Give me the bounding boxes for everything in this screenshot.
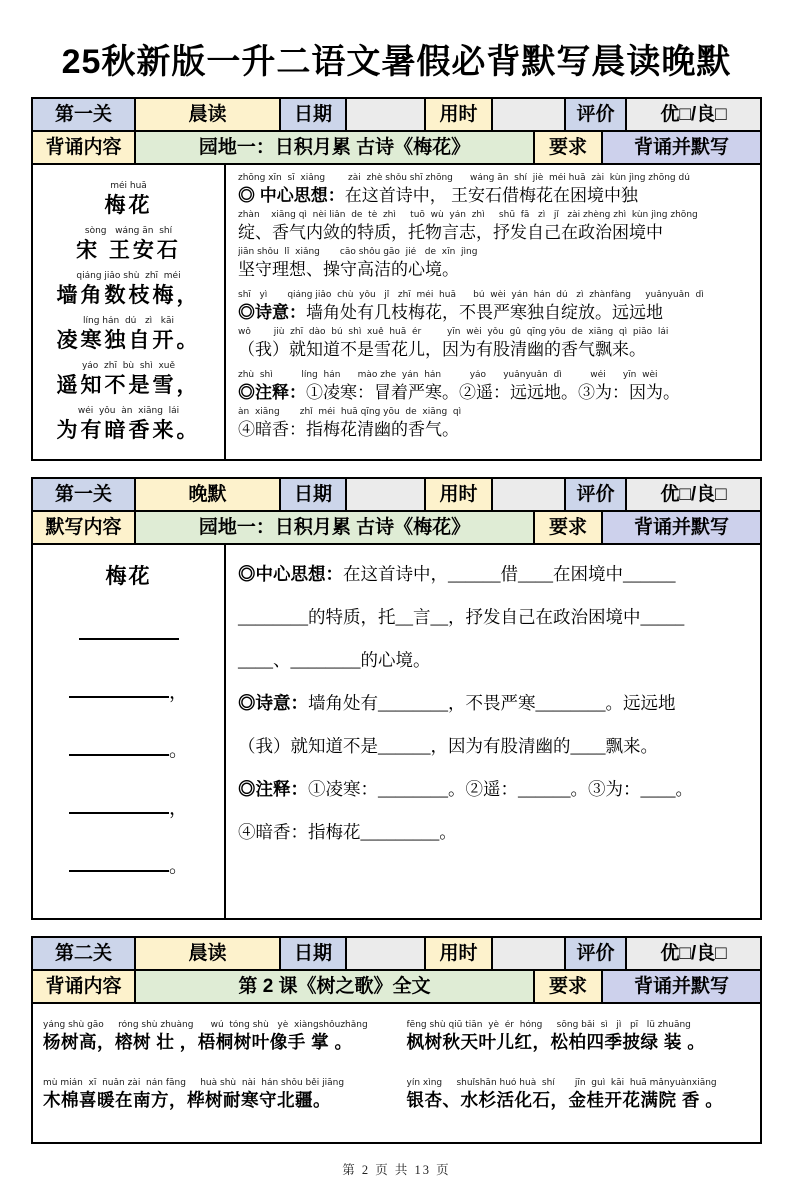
- rating-label: 评价: [566, 938, 625, 969]
- stage-cell: 第一关: [33, 99, 134, 130]
- bold-label: ◎诗意：: [238, 693, 308, 713]
- text-line: [37, 271, 220, 309]
- hanzi-text: 。: [39, 852, 218, 879]
- rating-label: 评价: [566, 479, 625, 510]
- hanzi-text: 枫树秋天叶儿红，松柏四季披绿 装 。: [406, 1031, 706, 1052]
- text-line: [238, 247, 752, 281]
- text-line: [238, 210, 752, 244]
- pinyin-annotation: yín xìng shuǐshān huó huà shí jīn guì kāi huā mǎnyuànxiāng: [406, 1077, 717, 1088]
- section-morning-reading-1: [31, 97, 762, 461]
- rating-checkboxes[interactable]: 优□/良□: [627, 938, 760, 969]
- section-morning-reading-2: [31, 936, 762, 1144]
- header-row-2: [33, 971, 760, 1002]
- pinyin-annotation: líng hán dú zì kāi: [83, 316, 174, 326]
- text-line: [238, 173, 752, 207]
- mode-cell: 晨读: [136, 938, 279, 969]
- mode-cell: 晨读: [136, 99, 279, 130]
- bold-label: ◎注释：: [238, 383, 306, 402]
- mode-cell: 晚默: [136, 479, 279, 510]
- content-label: 默写内容: [33, 512, 134, 543]
- pinyin-annotation: shī yì qiáng jiǎo chù yǒu jǐ zhī méi huā bú wèi yán hán dú zì zhànfàng yuǎnyuǎn dì: [238, 290, 704, 300]
- song-column-left: [43, 1020, 391, 1136]
- text-line: [238, 370, 752, 404]
- requirement-label: 要求: [535, 512, 601, 543]
- date-label: 日期: [281, 99, 345, 130]
- hanzi-text: 杨树高，榕树 壮 ，梧桐树叶像手 掌 。: [43, 1031, 353, 1052]
- hanzi-text: 墙角数枝梅，: [56, 284, 201, 307]
- pinyin-annotation: qiáng jiǎo shù zhī méi: [76, 271, 181, 281]
- song-column-right: [407, 1020, 755, 1136]
- text-line: [238, 290, 752, 324]
- date-input-cell[interactable]: [347, 479, 424, 510]
- time-label: 用时: [426, 938, 491, 969]
- poem-blanks-column: [33, 545, 224, 918]
- hanzi-text: 遥知不是雪，: [56, 374, 201, 397]
- hanzi-text: ，: [39, 794, 218, 821]
- pinyin-annotation: sòng wáng ān shí: [84, 226, 173, 236]
- requirement-value: 背诵并默写: [603, 132, 760, 163]
- header-row-2: [33, 512, 760, 543]
- text-line: [39, 736, 218, 763]
- bold-label: ◎ 中心思想：: [238, 186, 345, 205]
- time-label: 用时: [426, 99, 491, 130]
- hanzi-text: [39, 620, 218, 647]
- header-row-1: [33, 938, 760, 969]
- content-label: 背诵内容: [33, 971, 134, 1002]
- stage-cell: 第二关: [33, 938, 134, 969]
- header-row-1: [33, 479, 760, 510]
- pinyin-annotation: zhàn xiāng qì nèi liǎn de tè zhì tuō wù yán zhì shū fā zì jǐ zài zhèng zhì kùn jìng zhōng: [238, 210, 698, 220]
- text-line: [407, 1078, 755, 1112]
- blank-line[interactable]: [79, 620, 179, 640]
- text-line: [238, 327, 752, 361]
- content-title: 园地一：日积月累 古诗《梅花》: [136, 132, 533, 163]
- date-input-cell[interactable]: [347, 99, 424, 130]
- blank-line[interactable]: [69, 852, 169, 872]
- hanzi-text: ◎注释：①凌寒：________。②遥：______。③为：____。: [238, 779, 693, 799]
- time-input-cell[interactable]: [493, 938, 564, 969]
- requirement-value: 背诵并默写: [603, 512, 760, 543]
- date-label: 日期: [281, 938, 345, 969]
- hanzi-text: ◎ 中心思想：在这首诗中， 王安石借梅花在困境中独: [238, 186, 638, 205]
- time-input-cell[interactable]: [493, 479, 564, 510]
- text-line: [39, 852, 218, 879]
- content-row: [33, 165, 760, 459]
- hanzi-text: ④暗香：指梅花清幽的香气。: [238, 420, 459, 439]
- bold-label: ◎中心思想：: [238, 564, 343, 584]
- text-line: [39, 794, 218, 821]
- header-row-2: [33, 132, 760, 163]
- content-row: [33, 545, 760, 918]
- hanzi-text: 银杏、水杉活化石，金桂开花满院 香 。: [406, 1089, 724, 1110]
- requirement-label: 要求: [535, 971, 601, 1002]
- explanation-column: [226, 165, 760, 459]
- hanzi-text: 坚守理想、操守高洁的心境。: [238, 260, 459, 279]
- hanzi-text: 木棉喜暖在南方，桦树耐寒守北疆。: [43, 1089, 331, 1110]
- time-input-cell[interactable]: [493, 99, 564, 130]
- text-line: [407, 1020, 755, 1054]
- bold-label: ◎诗意：: [238, 303, 306, 322]
- content-title: 园地一：日积月累 古诗《梅花》: [136, 512, 533, 543]
- text-line: [238, 776, 750, 802]
- hanzi-text: ◎注释：①凌寒：冒着严寒。②遥：远远地。③为：因为。: [238, 383, 680, 402]
- requirement-value: 背诵并默写: [603, 971, 760, 1002]
- pinyin-annotation: wǒ jiù zhī dào bú shì xuě huā ér yīn wèi yǒu gǔ qīng yōu de xiāng qì piāo lái: [238, 327, 669, 337]
- hanzi-text: ④暗香：指梅花_________。: [238, 822, 457, 842]
- hanzi-text: ◎诗意：墙角处有________，不畏严寒________。远远地: [238, 693, 676, 713]
- text-line: [238, 407, 752, 441]
- text-line: [37, 361, 220, 399]
- text-line: [39, 678, 218, 705]
- hanzi-text: ◎诗意：墙角处有几枝梅花，不畏严寒独自绽放。远远地: [238, 303, 663, 322]
- text-line: [238, 819, 750, 845]
- hanzi-text: 凌寒独自开。: [56, 329, 201, 352]
- text-line: [37, 406, 220, 444]
- requirement-label: 要求: [535, 132, 601, 163]
- hanzi-text: ________的特质，托__言__，抒发自己在政治困境中_____: [238, 607, 685, 627]
- text-line: [238, 733, 750, 759]
- page-title: 25秋新版一升二语文暑假必背默写晨读晚默: [61, 43, 732, 81]
- section-evening-dictation-1: [31, 477, 762, 920]
- hanzi-text: 为有暗香来。: [56, 419, 201, 442]
- stage-cell: 第一关: [33, 479, 134, 510]
- time-label: 用时: [426, 479, 491, 510]
- pinyin-annotation: jiān shǒu lǐ xiǎng cāo shǒu gāo jié de xīn jìng: [238, 247, 478, 257]
- hanzi-text: （我）就知道不是______，因为有股清幽的____飘来。: [238, 736, 658, 756]
- pinyin-annotation: àn xiāng zhǐ méi huā qīng yōu de xiāng qì: [238, 407, 462, 417]
- blank-line[interactable]: [69, 794, 169, 814]
- text-line: [37, 226, 220, 264]
- pinyin-annotation: zhù shì líng hán mào zhe yán hán yáo yuǎnyuǎn dì wéi yīn wèi: [238, 370, 658, 380]
- hanzi-text: 。: [39, 736, 218, 763]
- pinyin-annotation: mù mián xī nuǎn zài nán fāng huà shù nài hán shǒu běi jiāng: [43, 1077, 345, 1088]
- song-text-row: [33, 1004, 760, 1142]
- text-line: [37, 181, 220, 219]
- rating-checkboxes[interactable]: 优□/良□: [627, 479, 760, 510]
- page-number: 第 2 页 共 13 页: [342, 1162, 451, 1177]
- text-line: [43, 1078, 391, 1112]
- hanzi-text: ，: [39, 678, 218, 705]
- blank-line[interactable]: [69, 678, 169, 698]
- text-line: [238, 690, 750, 716]
- text-line: [238, 561, 750, 587]
- hanzi-text: ____、________的心境。: [238, 650, 431, 670]
- text-line: [43, 1020, 391, 1054]
- hanzi-text: 梅花: [104, 194, 153, 217]
- text-line: [39, 565, 218, 589]
- bold-label: ◎注释：: [238, 779, 308, 799]
- text-line: [238, 604, 750, 630]
- pinyin-annotation: fēng shù qiū tiān yè ér hóng sōng bǎi sì jì pī lǜ zhuāng: [406, 1019, 691, 1030]
- text-line: [39, 620, 218, 647]
- rating-label: 评价: [566, 99, 625, 130]
- date-label: 日期: [281, 479, 345, 510]
- hanzi-text: 绽、香气内敛的特质，托物言志，抒发自己在政治困境中: [238, 223, 663, 242]
- hanzi-text: （我）就知道不是雪花儿，因为有股清幽的香气飘来。: [238, 340, 646, 359]
- pinyin-annotation: méi huā: [110, 181, 147, 191]
- header-row-1: [33, 99, 760, 130]
- blank-line[interactable]: [69, 736, 169, 756]
- pinyin-annotation: yáng shù gāo róng shù zhuàng wú tóng shù yè xiàngshǒuzhǎng: [43, 1019, 368, 1030]
- hanzi-text: ◎中心思想：在这首诗中，______借____在困境中______: [238, 564, 676, 584]
- text-line: [37, 316, 220, 354]
- fill-in-blanks-column: [226, 545, 760, 918]
- hanzi-text: 梅花: [105, 565, 152, 588]
- pinyin-annotation: wéi yǒu àn xiāng lái: [77, 406, 180, 416]
- content-label: 背诵内容: [33, 132, 134, 163]
- date-input-cell[interactable]: [347, 938, 424, 969]
- hanzi-text: 宋 王安石: [76, 239, 181, 262]
- text-line: [238, 647, 750, 673]
- rating-checkboxes[interactable]: 优□/良□: [627, 99, 760, 130]
- content-title: 第 2 课《树之歌》全文: [136, 971, 533, 1002]
- poem-column: [33, 165, 224, 459]
- pinyin-annotation: zhōng xīn sī xiǎng zài zhè shǒu shī zhōng wáng ān shí jiè méi huā zài kùn jìng zhōng dú: [238, 173, 690, 183]
- pinyin-annotation: yáo zhī bù shì xuě: [81, 361, 176, 371]
